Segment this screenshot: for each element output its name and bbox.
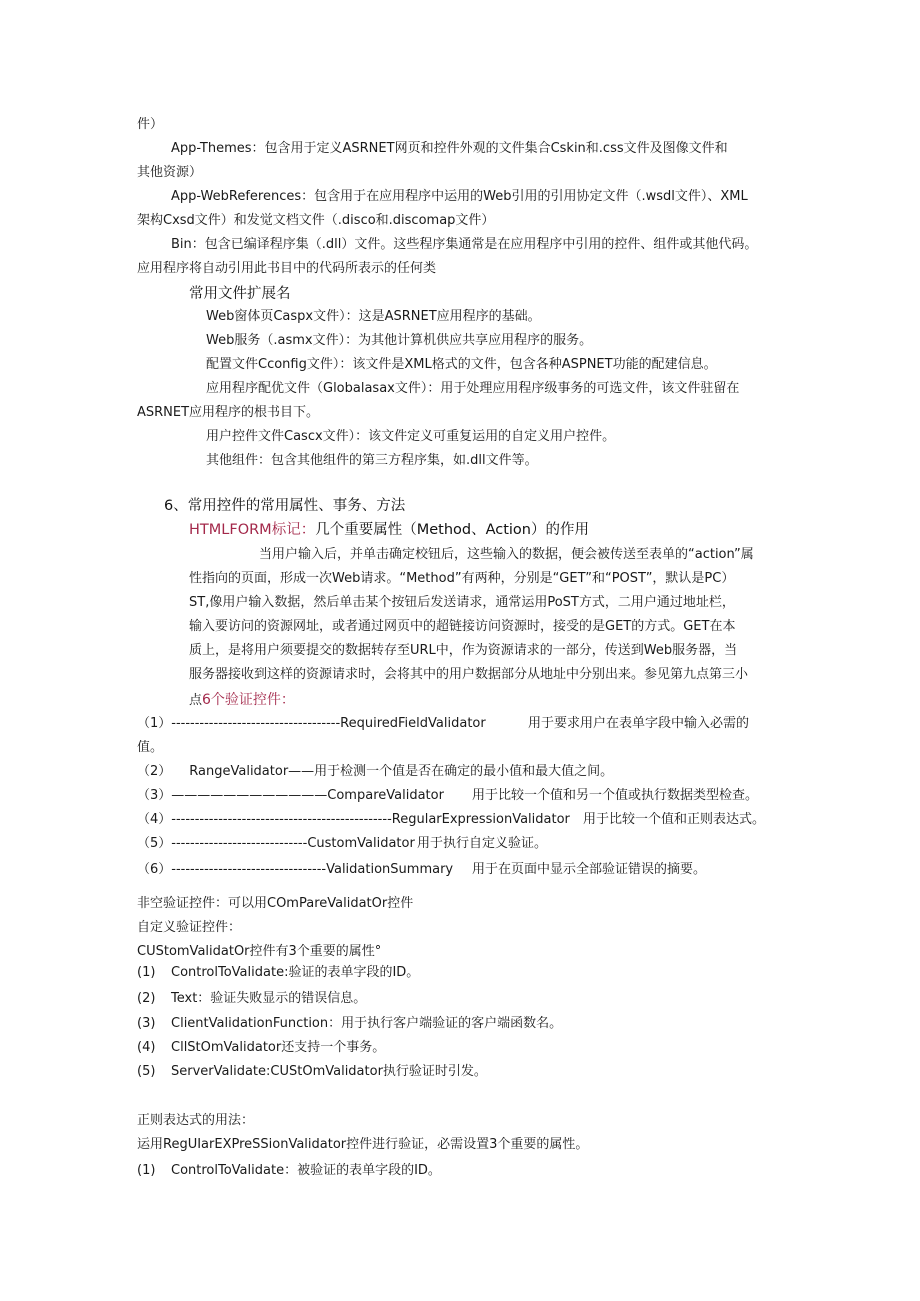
ext-item-web-service: Web服务（.asmx文件）：为其他计算机供应共享应用程序的服务。 — [206, 333, 593, 348]
validator-desc-cont: 值。 — [137, 740, 164, 755]
list-item: ControlToValidate:验证的表单字段的ID。 — [171, 965, 420, 980]
ext-section-title: 常用文件扩展名 — [189, 286, 291, 302]
validator-row — [137, 862, 453, 878]
list-number: (4) — [137, 1040, 156, 1055]
bin-line-2: 应用程序将自动引用此书目中的代码所表示的任何类 — [137, 261, 437, 276]
validator-number: （5） — [137, 836, 172, 851]
validator-name: RangeValidator—— — [189, 764, 315, 779]
validator-row — [137, 716, 486, 732]
validator-row — [137, 812, 570, 828]
validator-desc: 用于要求用户在表单字段中输入必需的 — [528, 716, 750, 731]
body-line-5: 质上，是将用户须要提交的数据转存至URL中，作为资源请求的一部分，传送到Web服务器，当 — [189, 643, 738, 658]
validator-number: （4） — [137, 812, 172, 827]
regex-title: 正则表达式的用法： — [137, 1113, 255, 1128]
validator-row — [137, 836, 415, 852]
bin-line-1: Bin：包含已编译程序集（.dll）文件。这些程序集通常是在应用程序中引用的控件、组件或其他代码。 — [171, 237, 758, 252]
ext-item-other: 其他组件：包含其他组件的第三方程序集，如.dll文件等。 — [206, 453, 538, 468]
non-empty-note: 非空验证控件：可以用COmPareValidatOr控件 — [137, 896, 414, 911]
body-line-1: 当用户输入后，并单击确定校钮后，这些输入的数据，便会被传送至表单的“action”属 — [259, 547, 754, 562]
validator-dashes: --------------------------------- — [171, 862, 327, 877]
validator-number: （2） — [137, 764, 172, 779]
custom-validator-props: CUStomValidatOr控件有3个重要的属性° — [137, 944, 382, 959]
validators-heading: 6个验证控件： — [202, 692, 295, 708]
app-themes-line-1: App-Themes：包含用于定义ASRNET网页和控件外观的文件集合Cskin和.css文件及图像文件和 — [171, 141, 728, 156]
list-number: (1) — [137, 965, 156, 980]
list-item: CllStOmValidator还支持一个事务。 — [171, 1040, 386, 1055]
validator-dashes: ———————————— — [171, 788, 328, 803]
validator-desc: 用于检测一个值是否在确定的最小值和最大值之间。 — [314, 764, 614, 779]
app-webref-line-2: 架构Cxsd文件）和发觉文档文件（.disco和.discomap文件） — [137, 213, 495, 228]
list-item: Text：验证失败显示的错误信息。 — [171, 991, 367, 1006]
list-item: ServerValidate:CUStOmValidator执行验证时引发。 — [171, 1064, 487, 1079]
htmlform-subtitle — [189, 521, 589, 539]
ext-item-global-1: 应用程序配优文件（Globalasax文件）：用于处理应用程序级事务的可选文件，该文件驻留在 — [206, 381, 740, 396]
app-themes-line-2: 其他资源） — [137, 165, 203, 180]
validator-name: RegularExpressionValidator — [391, 812, 570, 827]
app-webref-line-1: App-WebReferences：包含用于在应用程序中运用的Web引用的引用协定文件（.wsdl文件）、XML — [171, 189, 748, 204]
list-number: (3) — [137, 1016, 156, 1031]
validator-number: （6） — [137, 862, 172, 877]
body-line-2: 性指向的页面，形成一次Web请求。“Method”有两种，分别是“GET”和“POST”，默认是PC） — [189, 571, 735, 586]
body-line-3: ST,像用户输入数据，然后单击某个按钮后发送请求，通常运用PoST方式，二用户通过地址栏， — [189, 595, 735, 610]
paragraph-fragment: 件） — [137, 117, 164, 132]
htmlform-label: HTMLFORM标记： — [189, 522, 316, 538]
list-number: (2) — [137, 991, 156, 1006]
validator-desc: 用于比较一个值和另一个值或执行数据类型检查。 — [472, 788, 759, 803]
validator-dashes: ------------------------------------ — [171, 716, 341, 731]
validator-desc: 用于比较一个值和正则表达式。 — [583, 812, 766, 827]
list-item: ClientValidationFunction：用于执行客户端验证的客户端函数名。 — [171, 1016, 563, 1031]
validator-name: CompareValidator — [327, 788, 444, 803]
ext-item-web-page: Web窗体页Caspx文件）：这是ASRNET应用程序的基础。 — [206, 309, 541, 324]
validator-number: （3） — [137, 788, 172, 803]
validator-row — [137, 788, 444, 804]
body-line-7 — [189, 691, 295, 709]
list-number: (1) — [137, 1163, 156, 1178]
ext-item-user-control: 用户控件文件Cascx文件）：该文件定义可重复运用的自定义用户控件。 — [206, 429, 616, 444]
section6-title: 6、常用控件的常用属性、事务、方法 — [164, 498, 406, 514]
validator-name: RequiredFieldValidator — [340, 716, 486, 731]
body-line-6: 服务器接收到这样的资源请求时，会将其中的用户数据部分从地址中分别出来。参见第九点第三小 — [189, 667, 749, 682]
ext-item-global-2: ASRNET应用程序的根书目下。 — [137, 405, 320, 420]
validator-desc: 用于在页面中显示全部验证错误的摘要。 — [472, 862, 707, 877]
htmlform-description: 几个重要属性（Method、Action）的作用 — [315, 522, 589, 538]
list-number: (5) — [137, 1064, 156, 1079]
validator-row — [137, 764, 613, 780]
validator-name: CustomValidator — [307, 836, 415, 851]
validator-dashes: ----------------------------------------------- — [171, 812, 392, 827]
regex-intro: 运用RegUIarEXPreSSionValidator控件进行验证，必需设置3个重要的属性。 — [137, 1137, 589, 1152]
custom-validator-title: 自定义验证控件： — [137, 920, 242, 935]
validator-name: ValidationSummary — [326, 862, 454, 877]
body-line-7-prefix: 点 — [189, 693, 203, 708]
ext-item-config: 配置文件Cconfig文件）：该文件是XML格式的文件，包含各种ASPNET功能的配建信息。 — [206, 357, 717, 372]
body-line-4: 输入要访问的资源网址，或者通过网页中的超链接访问资源时，接受的是GET的方式。GET在本 — [189, 619, 736, 634]
list-item: ControlToValidate：被验证的表单字段的ID。 — [171, 1163, 441, 1178]
validator-desc: 用于执行自定义验证。 — [417, 836, 548, 851]
validator-dashes: ----------------------------- — [171, 836, 308, 851]
validator-number: （1） — [137, 716, 172, 731]
